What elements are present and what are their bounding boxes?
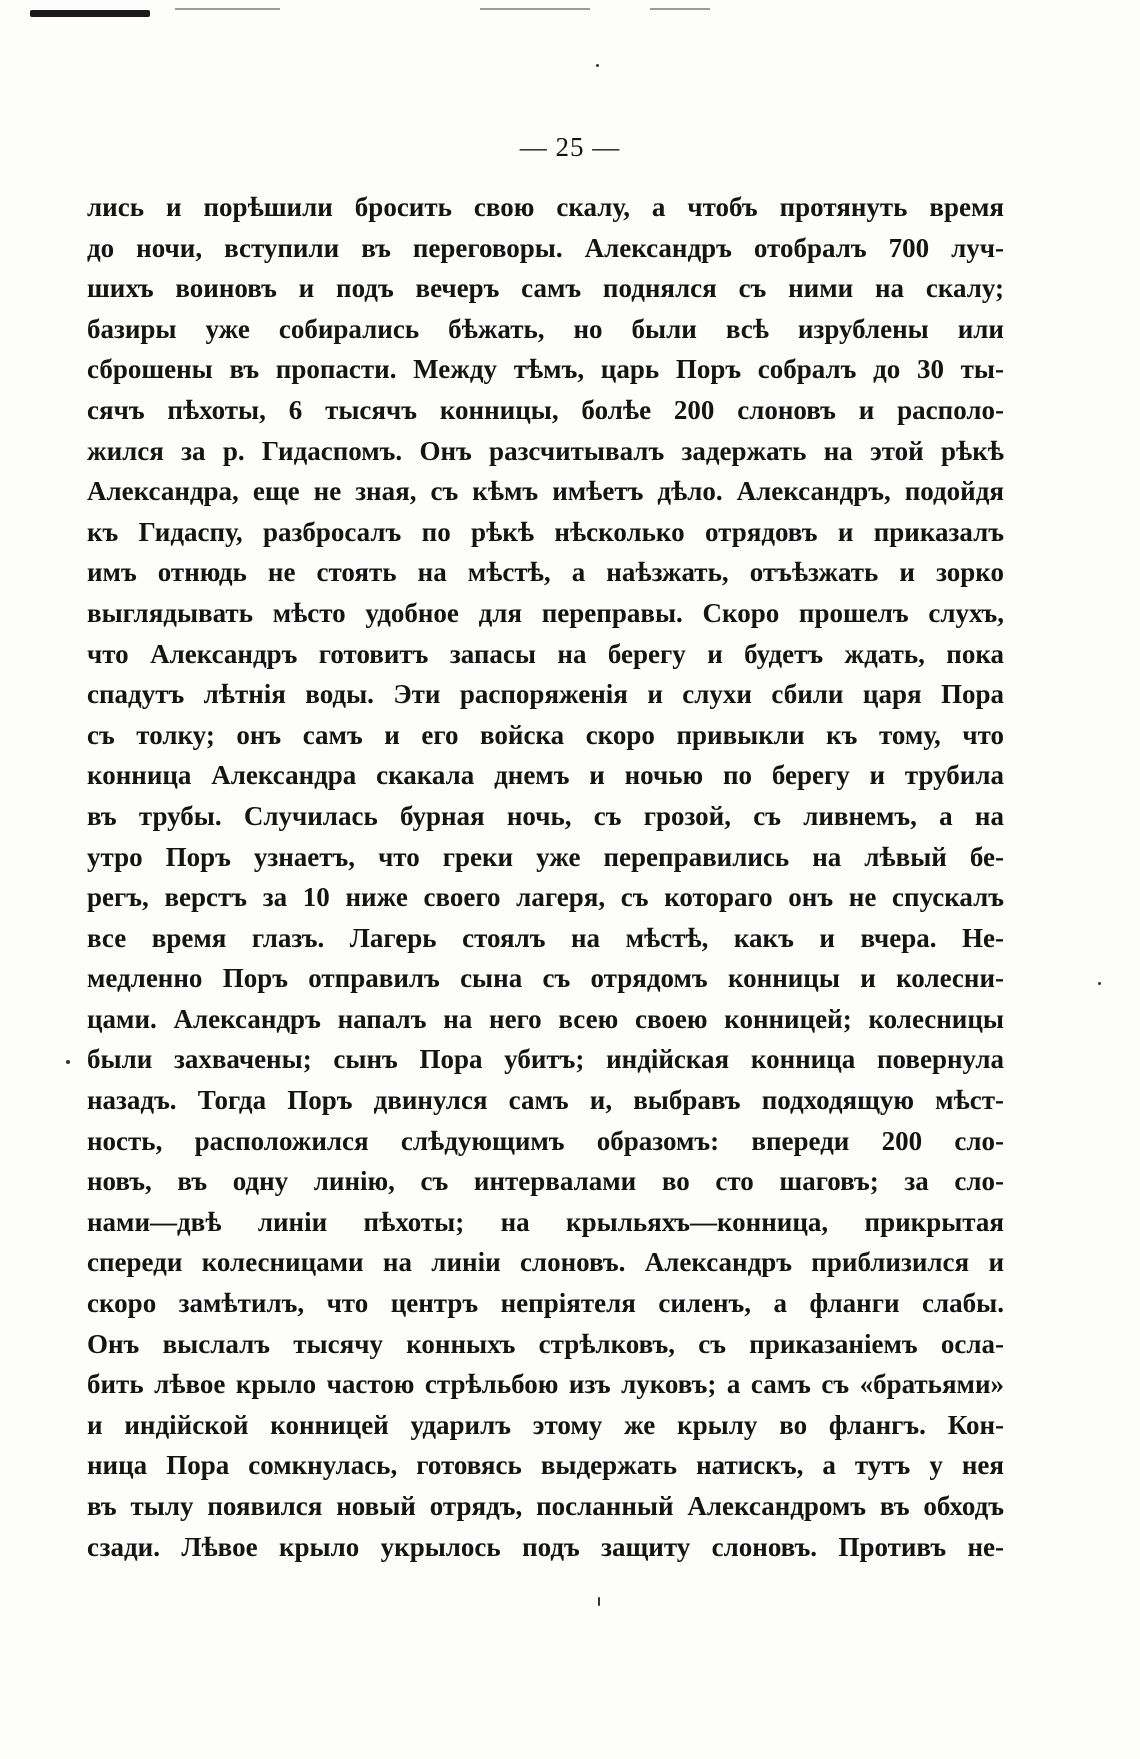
page-number: — 25 —: [519, 132, 621, 162]
text-line: въ тылу появился новый отрядъ, посланный Александромъ въ обходъ: [87, 1491, 1004, 1521]
text-line: нами—двѣ линіи пѣхоты; на крыльяхъ—конница, прикрытая: [87, 1206, 1004, 1237]
text-line: и индійской конницей ударилъ этому же крылу во флангъ. Кон-: [87, 1409, 1004, 1440]
text-line: назадъ. Тогда Поръ двинулся самъ и, выбравъ подходящую мѣст-: [87, 1085, 1004, 1116]
text-line: выглядывать мѣсто удобное для переправы. Скоро прошелъ слухъ,: [87, 597, 1004, 628]
text-line: новъ, въ одну линію, съ интервалами во сто шаговъ; за сло-: [87, 1166, 1004, 1197]
text-line: базиры уже собирались бѣжать, но были всѣ изрублены или: [87, 313, 1004, 344]
scan-speck: [66, 1060, 70, 1064]
text-line: регъ, верстъ за 10 ниже своего лагеря, съ котораго онъ не спускалъ: [87, 882, 1004, 913]
text-line: утро Поръ узнаетъ, что греки уже переправились на лѣвый бе-: [87, 841, 1004, 872]
body-text: [87, 187, 1004, 1567]
text-line: сячъ пѣхоты, 6 тысячъ конницы, болѣе 200 слоновъ и располо-: [87, 394, 1004, 425]
text-line: сзади. Лѣвое крыло укрылось подъ защиту слоновъ. Противъ не-: [87, 1531, 1004, 1562]
scan-artifact-line: [480, 8, 590, 10]
text-line: ность, расположился слѣдующимъ образомъ: впереди 200 сло-: [87, 1125, 1004, 1156]
scan-speck: [596, 64, 599, 67]
text-line: конница Александра скакала днемъ и ночью по берегу и трубила: [87, 760, 1004, 791]
scan-speck: [598, 1597, 600, 1606]
text-line: скоро замѣтилъ, что центръ непріятеля силенъ, а фланги слабы.: [87, 1288, 1004, 1319]
text-line: были захвачены; сынъ Пора убитъ; индійская конница повернула: [87, 1044, 1004, 1075]
text-line: спереди колесницами на линіи слоновъ. Александръ приблизился и: [87, 1247, 1004, 1278]
text-line: къ Гидаспу, разбросалъ по рѣкѣ нѣсколько отрядовъ и приказалъ: [87, 516, 1004, 547]
text-line: жился за р. Гидаспомъ. Онъ разсчитывалъ задержать на этой рѣкѣ: [87, 435, 1004, 466]
scan-artifact-line: [650, 8, 710, 10]
text-line: имъ отнюдь не стоять на мѣстѣ, а наѣзжать, отъѣзжать и зорко: [87, 557, 1004, 588]
scan-speck: [1098, 982, 1101, 985]
text-line: ница Пора сомкнулась, готовясь выдержать натискъ, а тутъ у нея: [87, 1450, 1004, 1481]
text-line: съ толку; онъ самъ и его войска скоро привыкли къ тому, что: [87, 719, 1004, 750]
text-line: до ночи, вступили въ переговоры. Александръ отобралъ 700 луч-: [87, 232, 1004, 263]
text-line: все время глазъ. Лагерь стоялъ на мѣстѣ, какъ и вчера. Не-: [87, 922, 1004, 953]
text-line: что Александръ готовитъ запасы на берегу и будетъ ждать, пока: [87, 638, 1004, 669]
text-line: цами. Александръ напалъ на него всею своею конницей; колесницы: [87, 1003, 1004, 1034]
text-line: въ трубы. Случилась бурная ночь, съ грозой, съ ливнемъ, а на: [87, 800, 1004, 831]
text-line: Александра, еще не зная, съ кѣмъ имѣетъ дѣло. Александръ, подойдя: [87, 476, 1004, 507]
text-line: сброшены въ пропасти. Между тѣмъ, царь Поръ собралъ до 30 ты-: [87, 354, 1004, 385]
text-line: спадутъ лѣтнія воды. Эти распоряженія и слухи сбили царя Пора: [87, 679, 1004, 710]
scan-artifact-line: [175, 8, 280, 10]
text-line: медленно Поръ отправилъ сына съ отрядомъ конницы и колесни-: [87, 963, 1004, 994]
text-line: шихъ воиновъ и подъ вечеръ самъ поднялся съ ними на скалу;: [87, 273, 1004, 304]
text-line: лись и порѣшили бросить свою скалу, а чтобъ протянуть время: [87, 192, 1004, 222]
text-line: Онъ выслалъ тысячу конныхъ стрѣлковъ, съ приказаніемъ осла-: [87, 1328, 1004, 1359]
text-line: бить лѣвое крыло частою стрѣльбою изъ луковъ; а самъ съ «братьями»: [87, 1369, 1004, 1400]
scan-artifact: [30, 10, 150, 17]
